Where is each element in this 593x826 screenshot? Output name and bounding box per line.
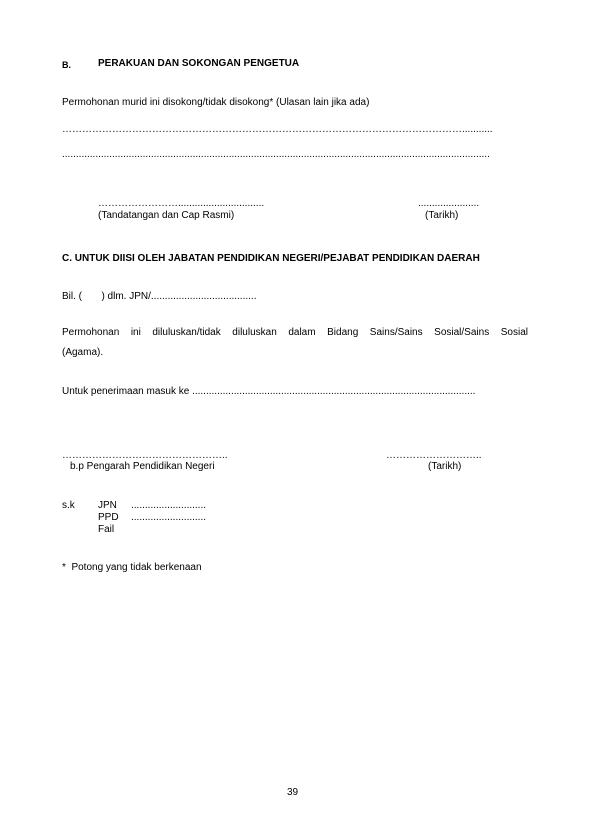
intake-line: Untuk penerimaan masuk ke ...................................................................................................... (62, 386, 476, 397)
principal-date-line: ...................... (418, 198, 480, 209)
sk-item-ppd: PPD (98, 512, 119, 523)
approval-line-1: Permohonan ini diluluskan/tidak diluluskan dalam Bidang Sains/Sains Sosial/Sains Sosial (62, 327, 528, 338)
comment-line-1: …………………………………………………………………………………………………………........... (62, 124, 493, 135)
support-statement: Permohonan murid ini disokong/tidak disokong* (Ulasan lain jika ada) (62, 97, 370, 108)
approval-line-2: (Agama). (62, 347, 104, 358)
principal-signature-label: (Tandatangan dan Cap Rasmi) (98, 210, 235, 221)
principal-date-label: (Tarikh) (425, 210, 459, 221)
bil-reference: Bil. ( ) dlm. JPN/...................................... (62, 291, 257, 302)
director-date-line: ……………………….. (386, 450, 482, 461)
comment-line-2: .......................................................................................................................................................... (62, 149, 490, 160)
sk-item-jpn-dots: ........................... (131, 500, 207, 511)
section-b-title: PERAKUAN DAN SOKONGAN PENGETUA (98, 58, 300, 69)
principal-signature-line: ……………………............................... (98, 198, 265, 209)
footnote: * Potong yang tidak berkenaan (62, 562, 202, 573)
sk-item-jpn: JPN (98, 500, 117, 511)
director-date-label: (Tarikh) (428, 461, 462, 472)
sk-label: s.k (62, 500, 75, 511)
section-b-letter: B. (62, 60, 71, 70)
sk-item-ppd-dots: ........................... (131, 512, 207, 523)
sk-item-fail: Fail (98, 524, 115, 535)
director-signature-line: ………………………………………….. (62, 450, 228, 461)
director-signature-label: b.p Pengarah Pendidikan Negeri (70, 461, 215, 472)
section-c-title: C. UNTUK DIISI OLEH JABATAN PENDIDIKAN NEGERI/PEJABAT PENDIDIKAN DAERAH (62, 253, 480, 264)
page-number: 39 (287, 787, 299, 798)
